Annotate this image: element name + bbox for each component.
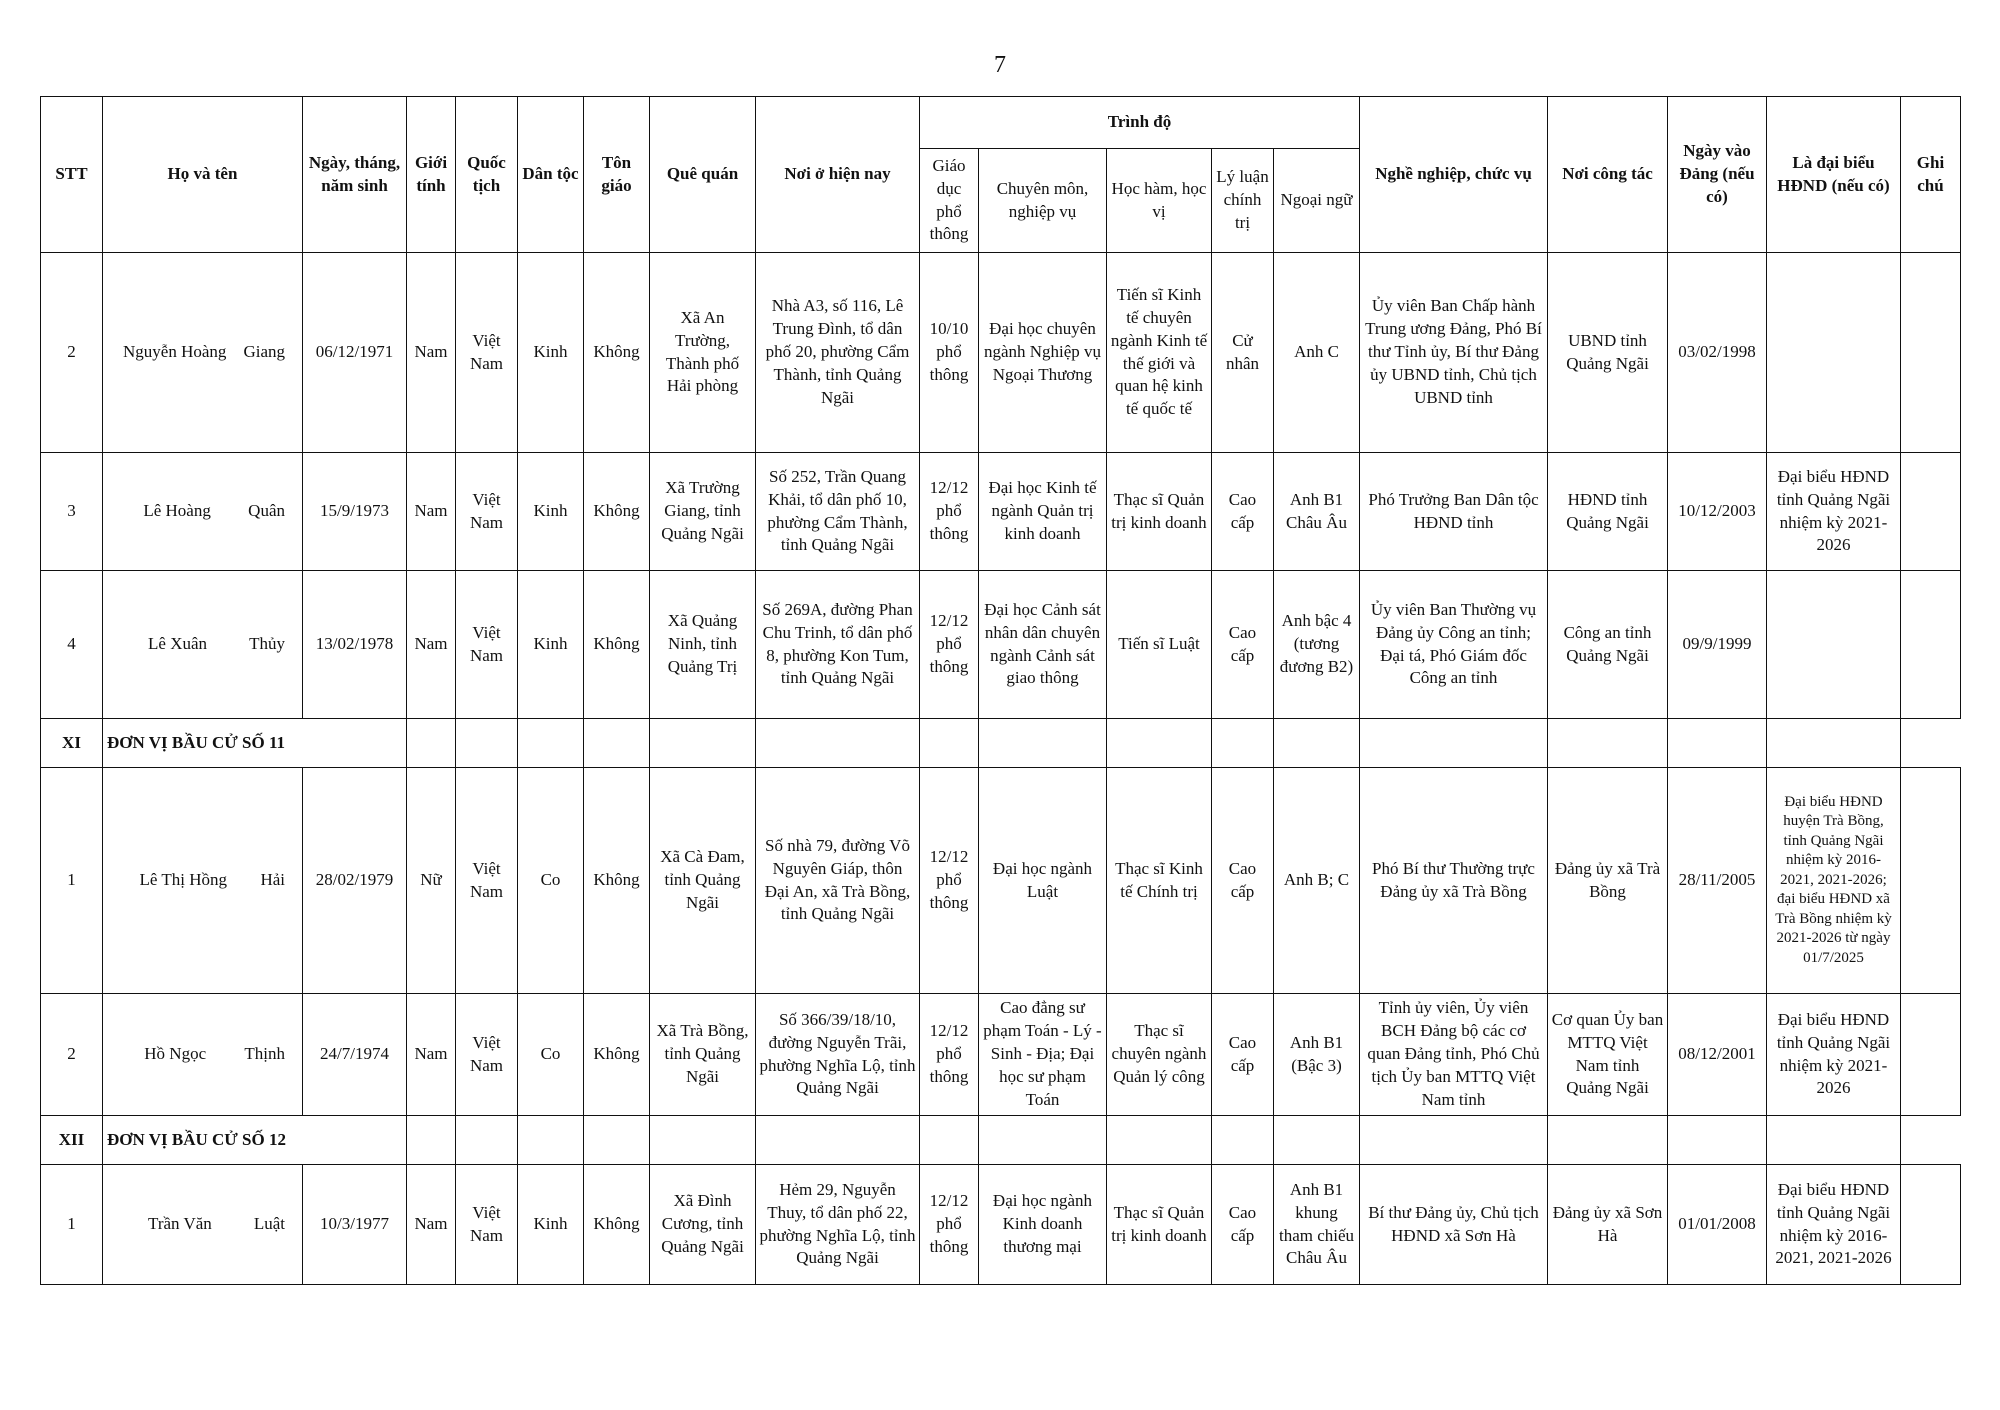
header-general-edu: Giáo dục phổ thông [920, 149, 979, 253]
cell-religion: Không [584, 1165, 650, 1285]
cell-language: Anh bậc 4 (tương đương B2) [1274, 571, 1360, 719]
cell-delegate: Đại biểu HĐND tỉnh Quảng Ngãi nhiệm kỳ 2021-2026 [1767, 994, 1901, 1116]
cell-political: Cao cấp [1212, 1165, 1274, 1285]
cell-occupation: Phó Trưởng Ban Dân tộc HĐND tỉnh [1360, 453, 1548, 571]
cell-dob: 10/3/1977 [303, 1165, 407, 1285]
cell-given-name: Giang [243, 342, 285, 362]
cell-stt: 2 [41, 253, 103, 453]
table-header [41, 97, 1961, 253]
cell-dob: 24/7/1974 [303, 994, 407, 1116]
cell-family-name: Lê Xuân [148, 634, 208, 654]
cell-language: Anh C [1274, 253, 1360, 453]
cell-given-name: Thủy [249, 634, 285, 654]
cell-nationality: Việt Nam [456, 253, 518, 453]
cell-general-edu: 12/12 phổ thông [920, 994, 979, 1116]
cell-specialty: Cao đẳng sư phạm Toán - Lý - Sinh - Địa; Đại học sư phạm Toán [979, 994, 1107, 1116]
cell-political: Cao cấp [1212, 571, 1274, 719]
cell-residence: Số nhà 79, đường Võ Nguyên Giáp, thôn Đại An, xã Trà Bồng, tỉnh Quảng Ngãi [756, 768, 920, 994]
cell-political: Cao cấp [1212, 453, 1274, 571]
cell-specialty: Đại học Cảnh sát nhân dân chuyên ngành Cảnh sát giao thông [979, 571, 1107, 719]
cell-political: Cao cấp [1212, 994, 1274, 1116]
cell-religion: Không [584, 768, 650, 994]
candidate-table [40, 96, 1961, 1285]
cell-delegate [1767, 253, 1901, 453]
header-occupation: Nghề nghiệp, chức vụ [1360, 97, 1548, 253]
cell-party-date: 10/12/2003 [1668, 453, 1767, 571]
section-code: XII [41, 1116, 103, 1165]
cell-notes [1901, 1165, 1961, 1285]
cell-notes [1901, 453, 1961, 571]
cell-notes [1901, 253, 1961, 453]
header-degree: Học hàm, học vị [1107, 149, 1212, 253]
section-row-11 [41, 719, 1961, 768]
cell-general-edu: 12/12 phổ thông [920, 453, 979, 571]
cell-party-date: 01/01/2008 [1668, 1165, 1767, 1285]
table-row [41, 253, 1961, 453]
cell-family-name: Nguyễn Hoàng [123, 342, 227, 362]
cell-degree: Thạc sĩ Quản trị kinh doanh [1107, 453, 1212, 571]
cell-gender: Nam [407, 571, 456, 719]
cell-language: Anh B1 Châu Âu [1274, 453, 1360, 571]
cell-given-name: Luật [253, 1214, 285, 1234]
cell-occupation: Ủy viên Ban Chấp hành Trung ương Đảng, Phó Bí thư Tỉnh ủy, Bí thư Đảng ủy UBND tỉnh, Chủ tịch UBND tỉnh [1360, 253, 1548, 453]
cell-specialty: Đại học ngành Kinh doanh thương mại [979, 1165, 1107, 1285]
cell-religion: Không [584, 253, 650, 453]
cell-degree: Tiến sĩ Kinh tế chuyên ngành Kinh tế thế giới và quan hệ kinh tế quốc tế [1107, 253, 1212, 453]
cell-general-edu: 12/12 phổ thông [920, 571, 979, 719]
cell-religion: Không [584, 994, 650, 1116]
cell-delegate [1767, 571, 1901, 719]
header-ethnicity: Dân tộc [518, 97, 584, 253]
cell-name [103, 253, 303, 453]
cell-ethnicity: Kinh [518, 253, 584, 453]
cell-gender: Nam [407, 994, 456, 1116]
header-dob: Ngày, tháng, năm sinh [303, 97, 407, 253]
header-stt: STT [41, 97, 103, 253]
table-row [41, 453, 1961, 571]
cell-nationality: Việt Nam [456, 768, 518, 994]
cell-dob: 06/12/1971 [303, 253, 407, 453]
cell-ethnicity: Kinh [518, 1165, 584, 1285]
cell-workplace: HĐND tỉnh Quảng Ngãi [1548, 453, 1668, 571]
header-residence: Nơi ở hiện nay [756, 97, 920, 253]
cell-family-name: Hồ Ngọc [144, 1044, 207, 1064]
cell-residence: Hẻm 29, Nguyễn Thuy, tổ dân phố 22, phường Nghĩa Lộ, tỉnh Quảng Ngãi [756, 1165, 920, 1285]
cell-religion: Không [584, 453, 650, 571]
cell-party-date: 08/12/2001 [1668, 994, 1767, 1116]
cell-party-date: 28/11/2005 [1668, 768, 1767, 994]
cell-workplace: UBND tỉnh Quảng Ngãi [1548, 253, 1668, 453]
cell-ethnicity: Kinh [518, 571, 584, 719]
cell-name [103, 571, 303, 719]
cell-stt: 3 [41, 453, 103, 571]
cell-gender: Nữ [407, 768, 456, 994]
cell-language: Anh B; C [1274, 768, 1360, 994]
section-row-12 [41, 1116, 1961, 1165]
table-row [41, 1165, 1961, 1285]
cell-degree: Thạc sĩ Kinh tế Chính trị [1107, 768, 1212, 994]
header-language: Ngoại ngữ [1274, 149, 1360, 253]
header-name: Họ và tên [103, 97, 303, 253]
header-delegate: Là đại biểu HĐND (nếu có) [1767, 97, 1901, 253]
cell-name [103, 453, 303, 571]
cell-specialty: Đại học Kinh tế ngành Quản trị kinh doanh [979, 453, 1107, 571]
header-specialty: Chuyên môn, nghiệp vụ [979, 149, 1107, 253]
cell-notes [1901, 994, 1961, 1116]
cell-specialty: Đại học chuyên ngành Nghiệp vụ Ngoại Thương [979, 253, 1107, 453]
cell-dob: 28/02/1979 [303, 768, 407, 994]
cell-religion: Không [584, 571, 650, 719]
cell-occupation: Bí thư Đảng ủy, Chủ tịch HĐND xã Sơn Hà [1360, 1165, 1548, 1285]
cell-stt: 1 [41, 768, 103, 994]
cell-stt: 1 [41, 1165, 103, 1285]
cell-nationality: Việt Nam [456, 1165, 518, 1285]
cell-workplace: Đảng ủy xã Trà Bồng [1548, 768, 1668, 994]
cell-residence: Số 366/39/18/10, đường Nguyễn Trãi, phường Nghĩa Lộ, tỉnh Quảng Ngãi [756, 994, 920, 1116]
cell-name [103, 768, 303, 994]
cell-gender: Nam [407, 453, 456, 571]
cell-workplace: Công an tỉnh Quảng Ngãi [1548, 571, 1668, 719]
page-number: 7 [994, 52, 1006, 78]
header-nationality: Quốc tịch [456, 97, 518, 253]
cell-name [103, 1165, 303, 1285]
cell-dob: 13/02/1978 [303, 571, 407, 719]
cell-nationality: Việt Nam [456, 994, 518, 1116]
cell-general-edu: 12/12 phổ thông [920, 1165, 979, 1285]
cell-delegate: Đại biểu HĐND tỉnh Quảng Ngãi nhiệm kỳ 2021-2026 [1767, 453, 1901, 571]
cell-occupation: Ủy viên Ban Thường vụ Đảng ủy Công an tỉnh; Đại tá, Phó Giám đốc Công an tỉnh [1360, 571, 1548, 719]
cell-gender: Nam [407, 253, 456, 453]
cell-notes [1901, 571, 1961, 719]
cell-hometown: Xã Đình Cương, tỉnh Quảng Ngãi [650, 1165, 756, 1285]
cell-stt: 4 [41, 571, 103, 719]
header-political: Lý luận chính trị [1212, 149, 1274, 253]
header-notes: Ghi chú [1901, 97, 1961, 253]
cell-gender: Nam [407, 1165, 456, 1285]
cell-hometown: Xã Cà Đam, tỉnh Quảng Ngãi [650, 768, 756, 994]
cell-hometown: Xã Trường Giang, tỉnh Quảng Ngãi [650, 453, 756, 571]
cell-stt: 2 [41, 994, 103, 1116]
table-row [41, 768, 1961, 994]
cell-ethnicity: Kinh [518, 453, 584, 571]
cell-delegate: Đại biểu HĐND huyện Trà Bồng, tỉnh Quảng Ngãi nhiệm kỳ 2016-2021, 2021-2026; đại biểu HĐND xã Trà Bồng nhiệm kỳ 2021-2026 từ ngày 01/7/2025 [1767, 768, 1901, 994]
cell-degree: Thạc sĩ Quản trị kinh doanh [1107, 1165, 1212, 1285]
cell-nationality: Việt Nam [456, 571, 518, 719]
cell-hometown: Xã Quảng Ninh, tỉnh Quảng Trị [650, 571, 756, 719]
cell-name [103, 994, 303, 1116]
section-title: ĐƠN VỊ BẦU CỬ SỐ 12 [103, 1116, 407, 1165]
cell-party-date: 09/9/1999 [1668, 571, 1767, 719]
header-party-date: Ngày vào Đảng (nếu có) [1668, 97, 1767, 253]
table-row [41, 994, 1961, 1116]
cell-dob: 15/9/1973 [303, 453, 407, 571]
section-title: ĐƠN VỊ BẦU CỬ SỐ 11 [103, 719, 407, 768]
header-workplace: Nơi công tác [1548, 97, 1668, 253]
cell-residence: Số 269A, đường Phan Chu Trinh, tổ dân phố 8, phường Kon Tum, tỉnh Quảng Ngãi [756, 571, 920, 719]
header-education-group: Trình độ [920, 97, 1360, 149]
section-code: XI [41, 719, 103, 768]
cell-workplace: Đảng ủy xã Sơn Hà [1548, 1165, 1668, 1285]
cell-degree: Tiến sĩ Luật [1107, 571, 1212, 719]
cell-party-date: 03/02/1998 [1668, 253, 1767, 453]
table-row [41, 571, 1961, 719]
cell-hometown: Xã An Trường, Thành phố Hải phòng [650, 253, 756, 453]
cell-specialty: Đại học ngành Luật [979, 768, 1107, 994]
cell-degree: Thạc sĩ chuyên ngành Quản lý công [1107, 994, 1212, 1116]
cell-delegate: Đại biểu HĐND tỉnh Quảng Ngãi nhiệm kỳ 2016-2021, 2021-2026 [1767, 1165, 1901, 1285]
cell-residence: Nhà A3, số 116, Lê Trung Đình, tổ dân phố 20, phường Cẩm Thành, tỉnh Quảng Ngãi [756, 253, 920, 453]
cell-residence: Số 252, Trần Quang Khải, tổ dân phố 10, phường Cẩm Thành, tỉnh Quảng Ngãi [756, 453, 920, 571]
cell-ethnicity: Co [518, 768, 584, 994]
cell-occupation: Tỉnh ủy viên, Ủy viên BCH Đảng bộ các cơ quan Đảng tỉnh, Phó Chủ tịch Ủy ban MTTQ Việt Nam tỉnh [1360, 994, 1548, 1116]
cell-ethnicity: Co [518, 994, 584, 1116]
header-religion: Tôn giáo [584, 97, 650, 253]
cell-language: Anh B1 khung tham chiếu Châu Âu [1274, 1165, 1360, 1285]
header-hometown: Quê quán [650, 97, 756, 253]
cell-hometown: Xã Trà Bồng, tỉnh Quảng Ngãi [650, 994, 756, 1116]
cell-general-edu: 12/12 phổ thông [920, 768, 979, 994]
table-body [41, 253, 1961, 1285]
cell-general-edu: 10/10 phổ thông [920, 253, 979, 453]
cell-given-name: Thịnh [244, 1044, 285, 1064]
cell-notes [1901, 768, 1961, 994]
cell-family-name: Trần Văn [148, 1214, 212, 1234]
cell-language: Anh B1 (Bậc 3) [1274, 994, 1360, 1116]
cell-political: Cao cấp [1212, 768, 1274, 994]
cell-nationality: Việt Nam [456, 453, 518, 571]
cell-given-name: Quân [248, 501, 285, 521]
header-gender: Giới tính [407, 97, 456, 253]
cell-occupation: Phó Bí thư Thường trực Đảng ủy xã Trà Bồng [1360, 768, 1548, 994]
cell-political: Cử nhân [1212, 253, 1274, 453]
cell-family-name: Lê Thị Hồng [139, 870, 227, 890]
cell-family-name: Lê Hoàng [143, 501, 211, 521]
cell-given-name: Hải [260, 870, 285, 890]
cell-workplace: Cơ quan Ủy ban MTTQ Việt Nam tỉnh Quảng Ngãi [1548, 994, 1668, 1116]
